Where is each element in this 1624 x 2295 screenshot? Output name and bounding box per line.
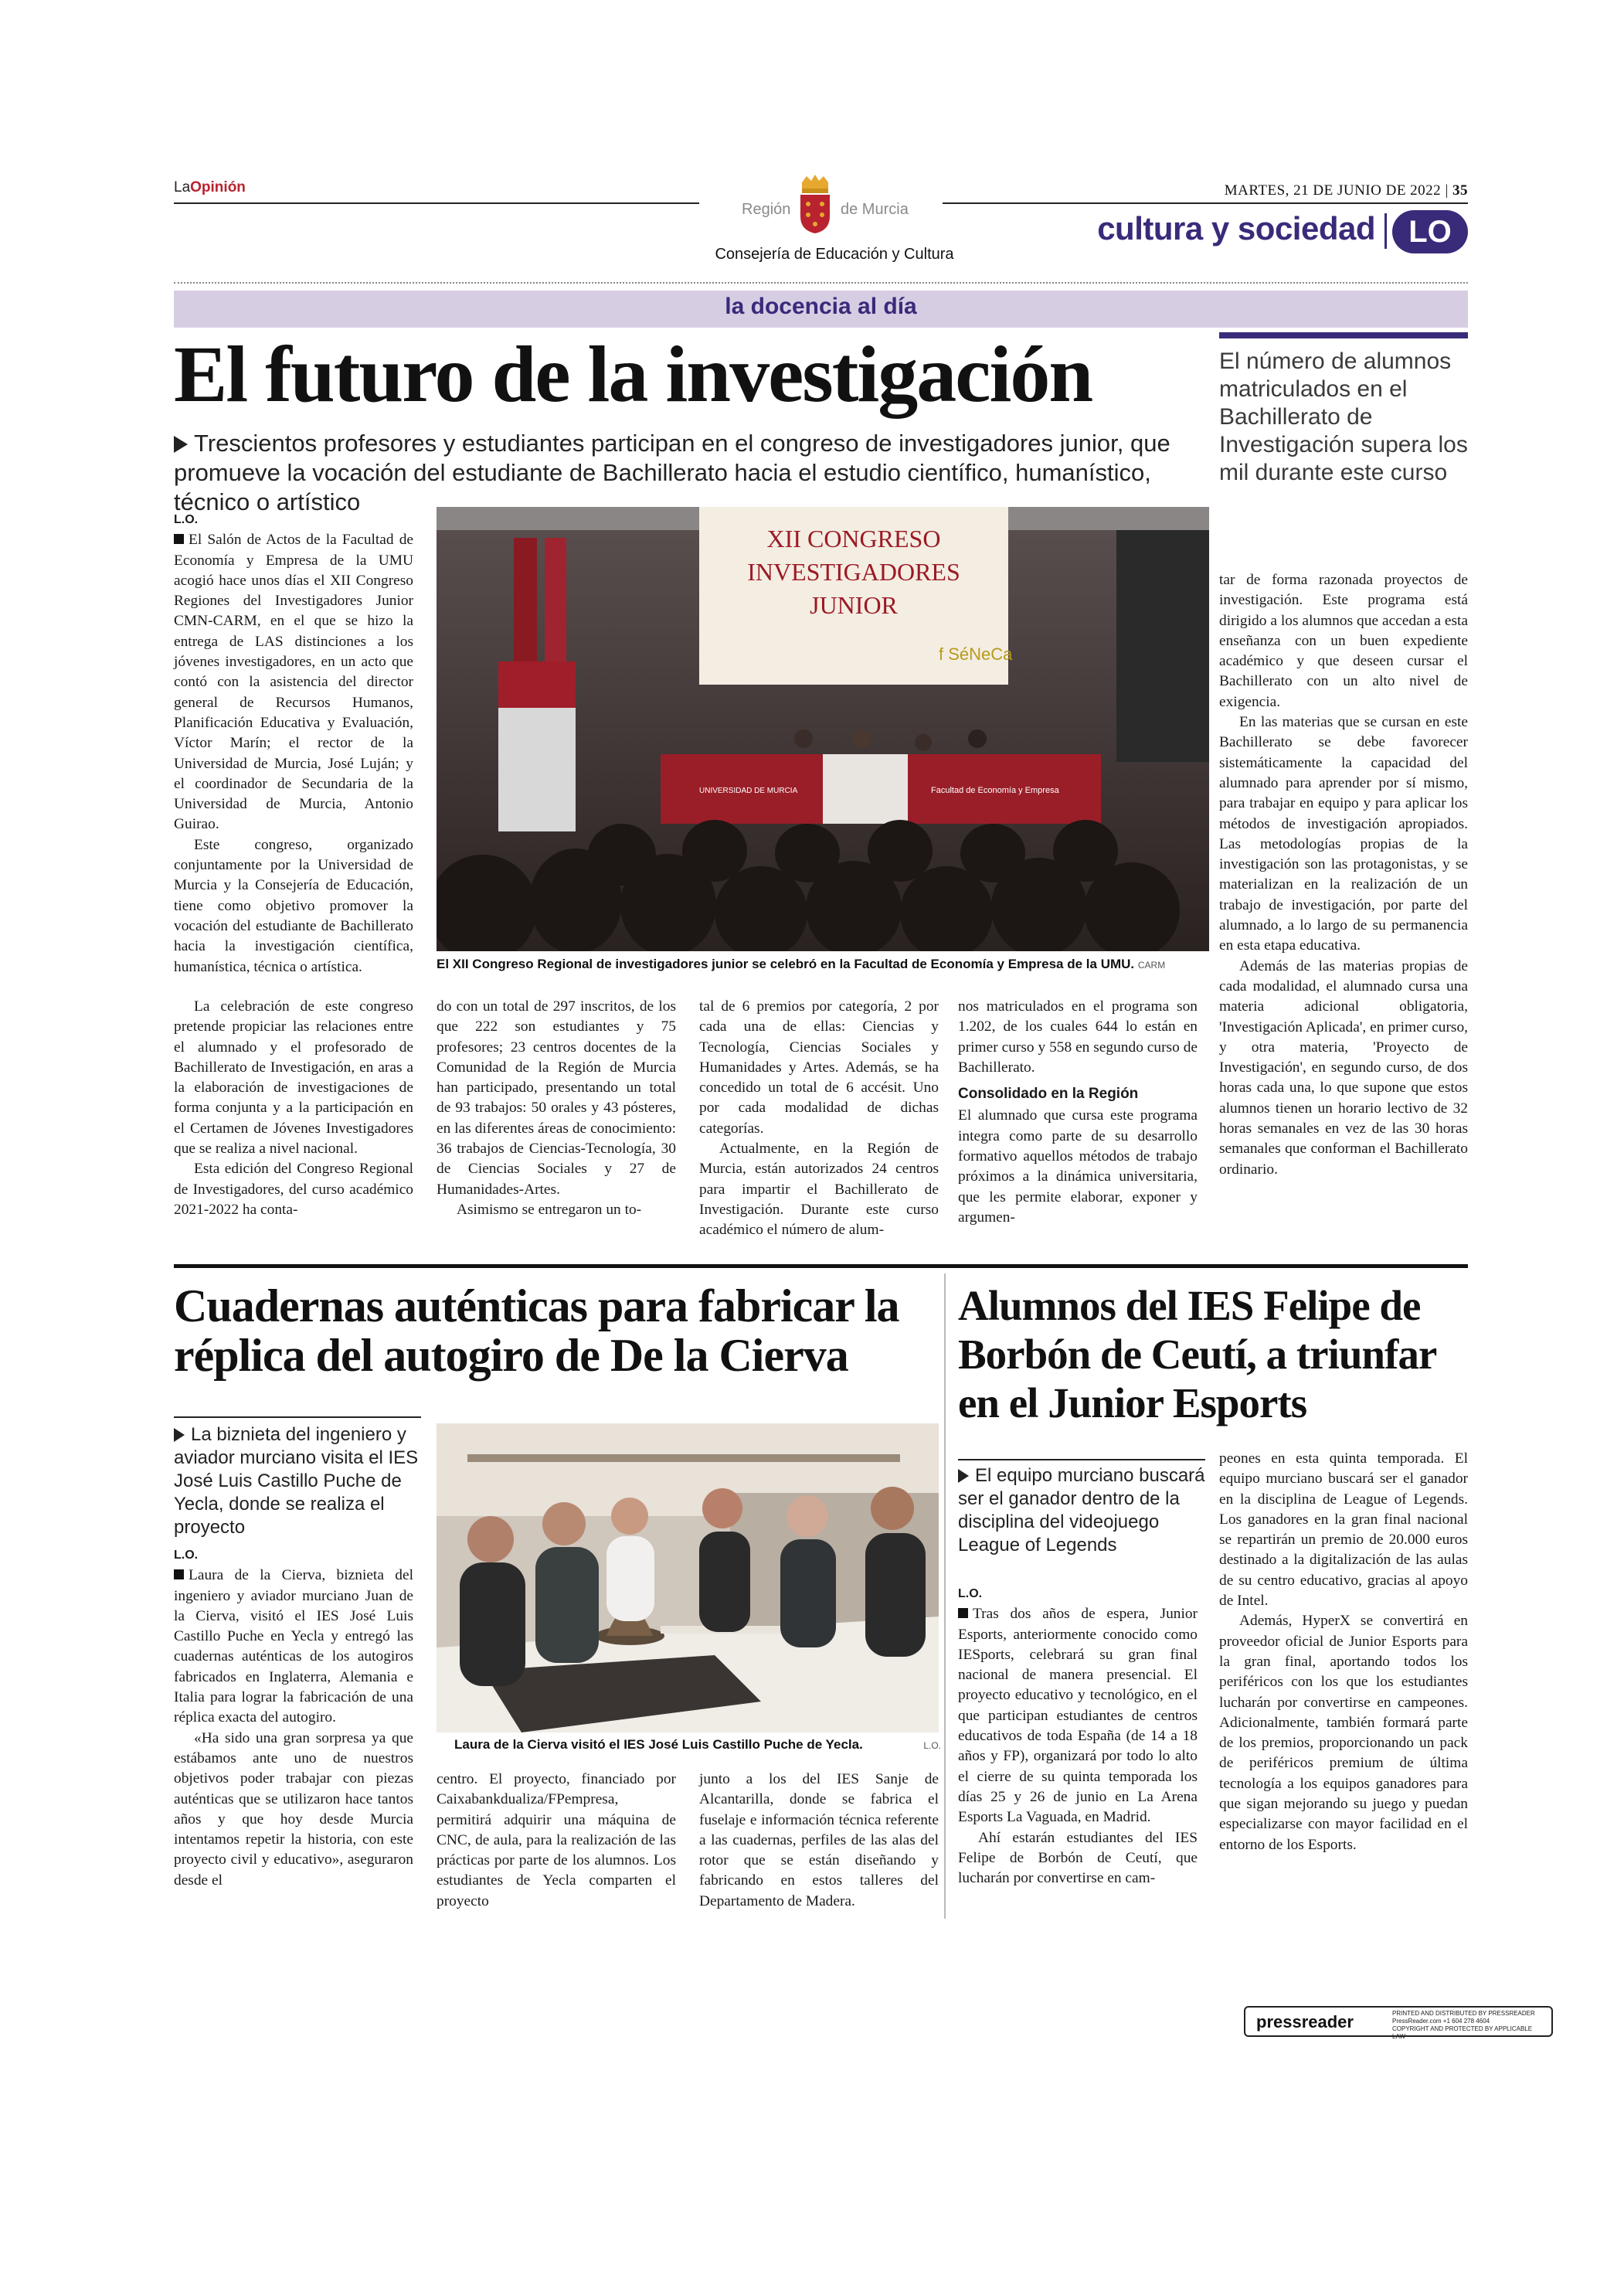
section-rule [174, 1264, 1468, 1268]
consejeria-label: Consejería de Educación y Cultura [715, 246, 954, 263]
article2-deck-text: La biznieta del ingeniero y aviador murciano visita el IES José Luis Castillo Puche de Yecla, donde se realiza el proyecto [174, 1424, 419, 1538]
article1-column-1 [174, 510, 413, 978]
crest-right-text: de Murcia [841, 201, 909, 218]
photo-banner-logo: f SéNeCa [939, 644, 1013, 664]
topic-band-label: la docencia al día [725, 294, 917, 319]
article1-side-deck: El número de alumnos matriculados en el Bachillerato de Investigación supera los mil durante este curso [1219, 348, 1468, 485]
article2-paragraph: centro. El proyecto, financiado por Caixabankdualiza/FPempresa, permitirá adquirir una máquina de CNC, de aula, para la realización de las prácticas por parte de los alumnos. Los estudiantes de Yecla comparten el proyecto [437, 1771, 676, 1909]
article1-paragraph: do con un total de 297 inscritos, de los que 222 son estudiantes y 75 profesores; 23 centros docentes de la Comunidad de la Región de Murcia han participado, presentando un total de 93 trabajos: 50 orales y 43 pósteres, en las diferentes áreas de conocimiento: 36 trabajos de Ciencias-Tecnología, 30 de Ciencias Sociales y 27 de Humanidades-Artes. [437, 998, 676, 1198]
header-rule-right [943, 202, 1468, 204]
article1-paragraph: tar de forma razonada proyectos de investigación. Este programa está dirigido a los alumnos que accedan a esta enseñanza con un buen expediente académico y que deseen cursar el Bachillerato con un alto nivel de exigencia. [1219, 572, 1468, 710]
article3-paragraph: Ahí estarán estudiantes del IES Felipe de Borbón de Ceutí, que lucharán por convertirse en cam- [958, 1829, 1198, 1887]
square-bullet-icon [174, 1569, 184, 1579]
article1-paragraph: La celebración de este congreso pretende propiciar las relaciones entre el alumnado y el profesorado de Bachillerato de Investigación, en aras a la elaboración de investigaciones de forma conjunta y a la participación en el Certamen de Jóvenes Investigadores que se realiza a nivel nacional. [174, 998, 413, 1158]
triangle-bullet-icon [958, 1469, 969, 1483]
header-rule-left [174, 202, 699, 204]
article1-paragraph: Este congreso, organizado conjuntamente por la Universidad de Murcia y la Consejería de Educación, tiene como objetivo promover la vocación del estudiante de Bachillerato hacia la investigación científica, humanística, técnica o artística. [174, 836, 413, 975]
page-number: 35 [1452, 182, 1468, 199]
dateline: MARTES, 21 DE JUNIO DE 2022 | 35 [1224, 182, 1468, 199]
article1-column-1b [174, 997, 413, 1220]
article2-headline: Cuadernas auténticas para fabricar la réplica del autogiro de De la Cierva [174, 1280, 899, 1381]
article2-column-1 [174, 1545, 413, 1891]
article3-column-1 [958, 1584, 1198, 1889]
congress-photo [437, 507, 1209, 951]
caption-text: Laura de la Cierva visitó el IES José Luis Castillo Puche de Yecla. [454, 1737, 863, 1752]
pressreader-note [1392, 2010, 1547, 2041]
article3-deck-text: El equipo murciano buscará ser el ganador dentro de la disciplina del videojuego League of Legends [958, 1465, 1205, 1556]
congress-photo-caption [437, 957, 1217, 972]
brand-la: La [174, 179, 191, 196]
article1-paragraph: En las materias que se cursan en este Bachillerato se debe favorecer sistemáticamente la capacidad del alumnado para aprender por sí mismo, para trabajar en equipo y para aplicar los métodos de investigación apropiados. Las metodologías propias de la investigación son las protagonistas, y se materializan en la realización de un trabajo de investigación, por parte del alumnado, a lo largo de su permanencia en esta etapa educativa. [1219, 714, 1468, 954]
square-bullet-icon [174, 534, 184, 544]
photo-credit: CARM [1137, 960, 1166, 971]
article3-headline: Alumnos del IES Felipe de Borbón de Ceutí, a triunfar en el Junior Esports [958, 1282, 1436, 1426]
article1-column-3 [699, 997, 939, 1241]
article1-paragraph: tal de 6 premios por categoría, 2 por cada una de ellas: Ciencias y Tecnología, Ciencias Sociales y Humanidades y Artes. Además, se ha concedido un total de 6 accésit. Uno por cada modalidad de dichas categorías. [699, 998, 939, 1137]
article3-deck-rule [958, 1459, 1205, 1460]
article2-text: Laura de la Cierva, biznieta del ingeniero y aviador murciano Juan de la Cierva, visitó el IES José Luis Castillo Puche en Yecla y entregó las cuadernas auténticas de los autogiros fabricados en Inglaterra, Alemania e Italia para lograr la fabricación de una réplica exacta del autogiro. [174, 1567, 413, 1726]
article2-deck [174, 1423, 421, 1539]
triangle-bullet-icon [174, 436, 188, 453]
dotted-rule [174, 282, 1468, 284]
article1-deck [174, 429, 1209, 517]
square-bullet-icon [958, 1608, 968, 1618]
article1-column-4 [958, 997, 1198, 1228]
workshop-photo [437, 1423, 939, 1732]
article2-paragraph: «Ha sido una gran sorpresa ya que estábamos ante uno de nuestros objetivos poder trabajar con piezas auténticas que se utilizaron hace tantos años y que hoy desde Murcia intentamos repetir la historia, con este proyecto civil y educativo», aseguraron desde el [174, 1729, 413, 1889]
article3-byline: L.O. [958, 1587, 983, 1600]
article2-paragraph: junto a los del IES Sanje de Alcantarilla, donde se fabrica el fuselaje e información técnica referente a las cuadernas, perfiles de las alas del rotor que se están diseñando y fabricando en estos talleres del Departamento de Madera. [699, 1771, 939, 1909]
article3-paragraph [958, 1604, 1198, 1828]
article1-paragraph: Esta edición del Congreso Regional de Investigadores, del curso académico 2021-2022 ha conta- [174, 1161, 413, 1218]
article1-column-5 [1219, 570, 1468, 1180]
article2-paragraph [174, 1566, 413, 1728]
article3-paragraph: Además, HyperX se convertirá en proveedor oficial de Junior Esports para la gran final, aportando todos los periféricos con los que los estudiantes lucharán por convertirse en campeones. Adicionalmente, también formará parte de los premios, proporcionando un pack de periféricos premium de última tecnología a los equipos ganadores para que sigan mejorando su juego y puedan especializarse con mayor facilidad en el entorno de los Esports. [1219, 1613, 1468, 1853]
photo-table-right: Facultad de Economía y Empresa [931, 786, 1059, 795]
brand [174, 179, 246, 196]
article1-paragraph: El alumnado que cursa este programa integra como parte de su desarrollo formativo aquellos métodos de trabajo próximos a la dinámica universitaria, que les permite elaborar, exponer y argumen- [958, 1107, 1198, 1226]
pressreader-note-line: PressReader.com +1 604 278 4604 [1392, 2018, 1490, 2025]
issue-date: MARTES, 21 DE JUNIO DE 2022 [1224, 182, 1442, 199]
article1-paragraph: nos matriculados en el programa son 1.202, de los cuales 644 lo están en primer curso y 558 en segundo curso de Bachillerato. [958, 998, 1198, 1076]
article3-text: Tras dos años de espera, Junior Esports, anteriormente conocido como IESports, celebrará su gran final nacional de manera presencial. El proyecto educativo y tecnológico, en el que participan estudiantes de centros educativos de toda España (de 14 a 18 años y FP), organizará por todo lo alto el cierre de su quinta temporada los días 25 y 26 de junio en La Arena Esports La Vaguada, en Madrid. [958, 1606, 1198, 1826]
crest-left-text: Región [742, 201, 791, 218]
lo-badge: LO [1392, 210, 1468, 253]
triangle-bullet-icon [174, 1428, 185, 1442]
article1-subhead: Consolidado en la Región [958, 1086, 1139, 1103]
article2-deck-rule [174, 1416, 421, 1418]
article1-byline: L.O. [174, 513, 199, 526]
article2-byline: L.O. [174, 1549, 199, 1562]
pressreader-logo: pressreader [1256, 2012, 1354, 2032]
congress-photo-image [437, 507, 1209, 951]
article1-paragraph [174, 530, 413, 835]
article1-paragraph: Además de las materias propias de cada modalidad, el alumnado cursa una materia adicional obligatoria, 'Investigación Aplicada', en primer curso, y otra materia, 'Proyecto de Investigación', en segundo curso, de dos horas cada una, lo que supone que estos alumnos tienen un horario lectivo de 32 horas semanales en vez de las 30 horas semanales que conforman el Bachillerato ordinario. [1219, 957, 1468, 1178]
workshop-photo-caption [454, 1737, 941, 1753]
side-deck-rule [1219, 332, 1468, 338]
column-divider [944, 1273, 946, 1919]
article2-column-2 [437, 1770, 676, 1912]
article1-column-2 [437, 997, 676, 1220]
pressreader-note-line: COPYRIGHT AND PROTECTED BY APPLICABLE LAW [1392, 2025, 1533, 2040]
article1-text: El Salón de Actos de la Facultad de Economía y Empresa de la UMU acogió hace unos días el XII Congreso Regiones del Investigadores Junior CMN-CARM, en el que se hizo la entrega de LAS distinciones a los jóvenes investigadores, en un acto que contó con la asistencia del director general de Recursos Humanos, Planificación Educativa y Evaluación, Víctor Marín; el rector de la Universidad de Murcia, José Luján; y el coordinador de Secundaria de la Universidad de Murcia, Antonio Guirao. [174, 532, 413, 833]
caption-text: El XII Congreso Regional de investigadores junior se celebró en la Facultad de Economía y Empresa de la UMU. [437, 957, 1135, 971]
brand-opinion: Opinión [190, 179, 246, 196]
pressreader-stamp [1244, 2006, 1553, 2040]
photo-banner-line-1: XII CONGRESO [766, 525, 941, 552]
article1-headline: El futuro de la investigación [174, 330, 1092, 419]
crest-icon [796, 173, 834, 235]
article3-deck [958, 1464, 1205, 1557]
article1-paragraph: Asimismo se entregaron un to- [457, 1201, 642, 1218]
photo-credit: L.O. [923, 1740, 941, 1751]
section-divider [1384, 213, 1387, 249]
article1-paragraph: Actualmente, en la Región de Murcia, están autorizados 24 centros para impartir el Bachillerato de Investigación. Durante este curso académico el número de alum- [699, 1141, 939, 1239]
photo-table-left: UNIVERSIDAD DE MURCIA [699, 787, 798, 795]
section-title: cultura y sociedad [1097, 210, 1375, 246]
article3-paragraph: peones en esta quinta temporada. El equipo murciano buscará ser el ganador en la disciplina de League of Legends. Los ganadores en la gran final nacional se repartirán un premio de 20.000 euros destinado a la digitalización de las aulas de su centro educativo, gracias al apoyo de Intel. [1219, 1450, 1468, 1610]
workshop-photo-image [437, 1423, 939, 1732]
article3-column-2 [1219, 1449, 1468, 1855]
article2-column-3 [699, 1770, 939, 1912]
pressreader-note-line: PRINTED AND DISTRIBUTED BY PRESSREADER [1392, 2010, 1535, 2017]
photo-banner-line-3: JUNIOR [810, 591, 898, 619]
article1-deck-text: Trescientos profesores y estudiantes participan en el congreso de investigadores junior, que promueve la vocación del estudiante de Bachillerato hacia el estudio científico, humanístico, técnico o artístico [174, 430, 1170, 515]
photo-banner-line-2: INVESTIGADORES [747, 558, 960, 586]
